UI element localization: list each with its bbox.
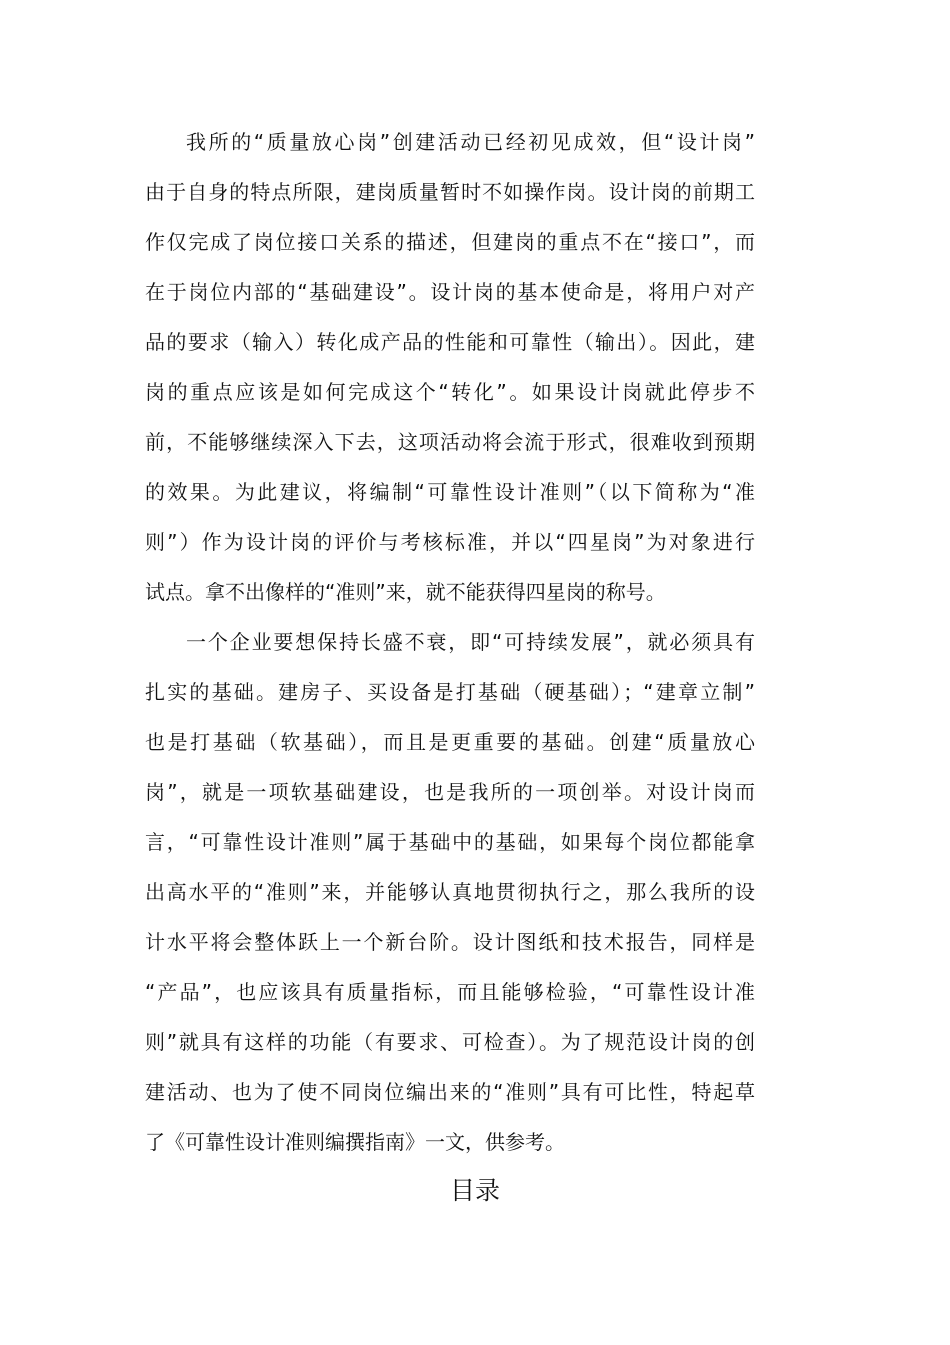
paragraph-1-line-10: 试点。拿不出像样的“准则”来，就不能获得四星岗的称号。 [145,580,666,604]
paragraph-2-line-4: 岗”，就是一项软基础建设，也是我所的一项创举。对设计岗而 [145,780,755,804]
paragraph-2-line-7: 计水平将会整体跃上一个新台阶。设计图纸和技术报告，同样是 [145,930,755,954]
paragraph-1-line-1: 我所的“质量放心岗”创建活动已经初见成效，但“设计岗” [186,130,755,154]
paragraph-1-line-9: 则”）作为设计岗的评价与考核标准，并以“四星岗”为对象进行 [145,530,755,554]
body-text [145,117,755,1167]
paragraph-1-line-8: 的效果。为此建议，将编制“可靠性设计准则”（以下简称为“准 [145,480,755,504]
paragraph-2-line-5: 言，“可靠性设计准则”属于基础中的基础，如果每个岗位都能拿 [145,830,755,854]
paragraph-1-line-2: 由于自身的特点所限，建岗质量暂时不如操作岗。设计岗的前期工 [145,180,755,204]
paragraph-2-line-1: 一个企业要想保持长盛不衰，即“可持续发展”，就必须具有 [186,630,755,654]
paragraph-2-line-11: 了《可靠性设计准则编撰指南》一文，供参考。 [145,1130,565,1154]
paragraph-1-line-5: 品的要求（输入）转化成产品的性能和可靠性（输出）。因此，建 [145,330,755,354]
paragraph-1-line-3: 作仅完成了岗位接口关系的描述，但建岗的重点不在“接口”，而 [145,230,755,254]
paragraph-1-line-4: 在于岗位内部的“基础建设”。设计岗的基本使命是，将用户对产 [145,280,755,304]
paragraph-1-line-6: 岗的重点应该是如何完成这个“转化”。如果设计岗就此停步不 [145,380,755,404]
paragraph-2-line-2: 扎实的基础。建房子、买设备是打基础（硬基础）；“建章立制” [145,680,755,704]
paragraph-1-line-7: 前，不能够继续深入下去，这项活动将会流于形式，很难收到预期 [145,430,755,454]
paragraph-2-line-8: “产品”，也应该具有质量指标，而且能够检验，“可靠性设计准 [145,980,755,1004]
paragraph-2-line-3: 也是打基础（软基础），而且是更重要的基础。创建“质量放心 [145,730,755,754]
table-of-contents-heading: 目录 [449,1176,500,1205]
paragraph-2-line-6: 出高水平的“准则”来，并能够认真地贯彻执行之，那么我所的设 [145,880,755,904]
paragraph-2-line-9: 则”就具有这样的功能（有要求、可检查）。为了规范设计岗的创 [145,1030,755,1054]
paragraph-2-line-10: 建活动、也为了使不同岗位编出来的“准则”具有可比性，特起草 [145,1080,755,1104]
